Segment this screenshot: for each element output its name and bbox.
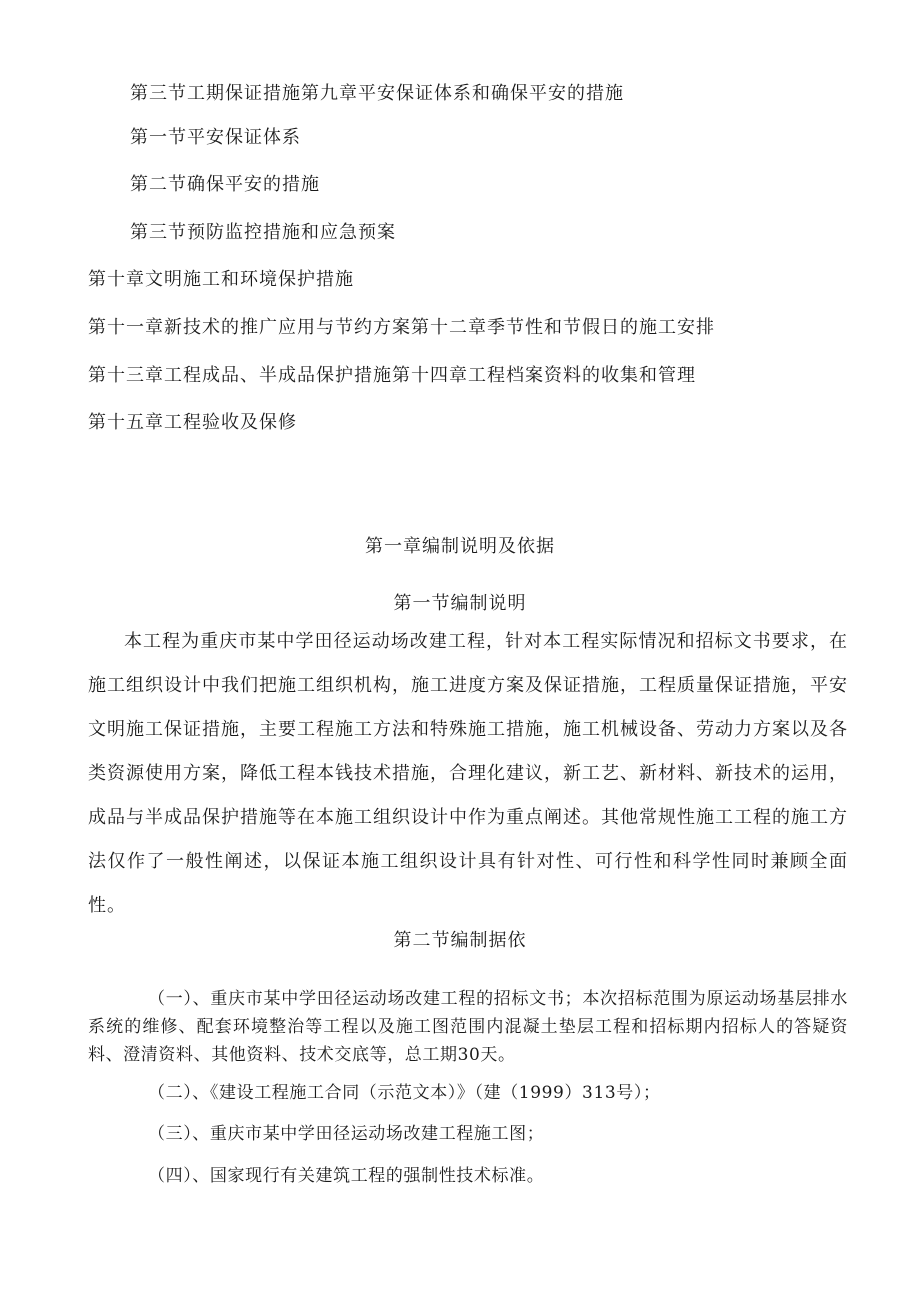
toc-item: 第十一章新技术的推广应用与节约方案第十二章季节性和节假日的施工安排	[88, 317, 715, 338]
toc-item: 第十三章工程成品、半成品保护措施第十四章工程档案资料的收集和管理	[88, 365, 696, 386]
toc-item: 第十五章工程验收及保修	[88, 412, 297, 433]
toc-item: 第三节预防监控措施和应急预案	[130, 222, 396, 243]
toc-item: 第二节确保平安的措施	[130, 174, 320, 195]
toc-item: 第三节工期保证措施第九章平安保证体系和确保平安的措施	[130, 83, 624, 104]
toc-item: 第十章文明施工和环境保护措施	[88, 269, 354, 290]
body-paragraph: 本工程为重庆市某中学田径运动场改建工程，针对本工程实际情况和招标文书要求，在施工组织设计中我们把施工组织机构，施工进度方案及保证措施，工程质量保证措施，平安文明施工保证措施，主要工程施工方法和特殊施工措施，施工机械设备、劳动力方案以及各类资源使用方案，降低工程本钱技术措施，合理化建议，新工艺、新材料、新技术的运用，成品与半成品保护措施等在本施工组织设计中作为重点阐述。其他常规性施工工程的施工方法仅作了一般性阐述，以保证本施工组织设计具有针对性、可行性和科学性同时兼顾全面性。	[88, 631, 848, 916]
toc-item: 第一节平安保证体系	[130, 127, 301, 148]
basis-list-item: （二）、《建设工程施工合同（示范文本）》（建（1999）313号）；	[148, 1083, 661, 1103]
chapter-title: 第一章编制说明及依据	[365, 536, 555, 557]
basis-list-item: （四）、国家现行有关建筑工程的强制性技术标准。	[148, 1166, 545, 1186]
basis-list-item: （一）、重庆市某中学田径运动场改建工程的招标文书；本次招标范围为原运动场基层排水系统的维修、配套环境整治等工程以及施工图范围内混凝土垫层工程和招标期内招标人的答疑资料、澄清资料、其他资料、技术交底等，总工期30天。	[88, 989, 848, 1065]
section-title: 第二节编制据依	[393, 930, 527, 951]
basis-list-item: （三）、重庆市某中学田径运动场改建工程施工图；	[148, 1124, 545, 1144]
section-title: 第一节编制说明	[393, 593, 527, 614]
